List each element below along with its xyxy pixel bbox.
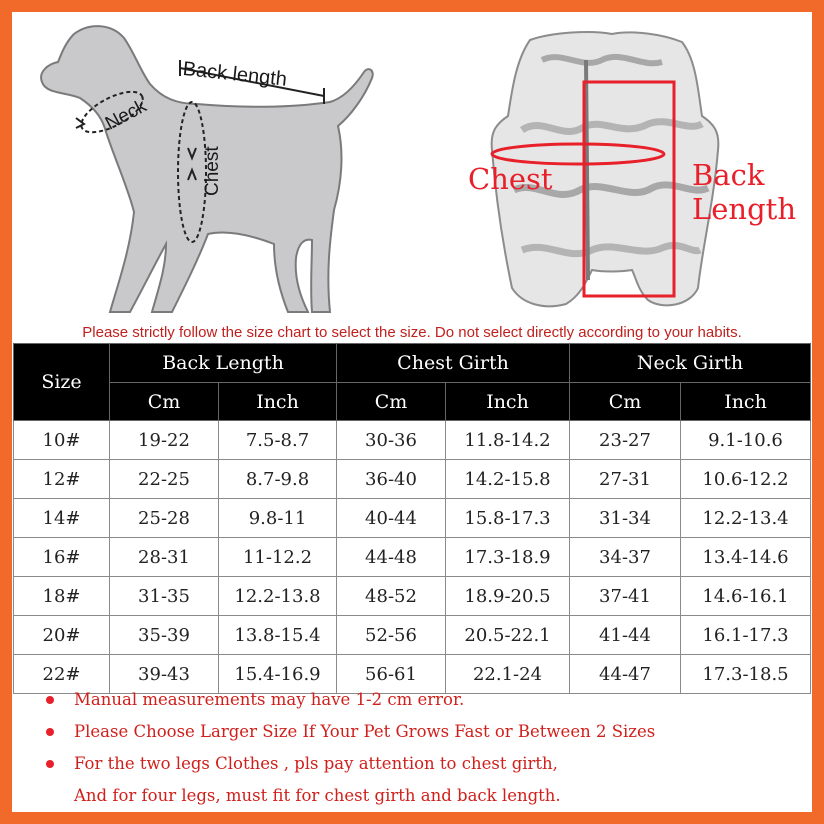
neck-cm-cell: 44-47: [570, 655, 681, 694]
back-inch-cell: 7.5-8.7: [219, 421, 337, 460]
chest-inch-cell: 15.8-17.3: [446, 499, 570, 538]
size-cell: 18#: [14, 577, 110, 616]
unit-header: Cm: [337, 383, 446, 421]
neck-cm-cell: 37-41: [570, 577, 681, 616]
table-unit-row: [14, 383, 811, 421]
chest-inch-cell: 22.1-24: [446, 655, 570, 694]
chest-inch-cell: 20.5-22.1: [446, 616, 570, 655]
bullet-dot-icon: [46, 760, 54, 768]
table-row: [14, 538, 811, 577]
table-row: [14, 460, 811, 499]
table-row: [14, 577, 811, 616]
table-row: [14, 616, 811, 655]
chest-girth-header: Chest Girth: [337, 344, 570, 383]
size-chart-table: [13, 343, 811, 694]
neck-inch-cell: 9.1-10.6: [681, 421, 811, 460]
neck-inch-cell: 12.2-13.4: [681, 499, 811, 538]
neck-cm-cell: 41-44: [570, 616, 681, 655]
back-inch-cell: 13.8-15.4: [219, 616, 337, 655]
chest-inch-cell: 11.8-14.2: [446, 421, 570, 460]
neck-cm-cell: 31-34: [570, 499, 681, 538]
chest-cm-cell: 36-40: [337, 460, 446, 499]
note-item: [42, 780, 802, 812]
neck-cm-cell: 23-27: [570, 421, 681, 460]
jacket-back-label-line2: Length: [692, 192, 796, 226]
jacket-measurement-diagram: [452, 20, 802, 320]
back-cm-cell: 28-31: [110, 538, 219, 577]
notes-list: [42, 684, 802, 812]
unit-header: Inch: [681, 383, 811, 421]
chest-inch-cell: 18.9-20.5: [446, 577, 570, 616]
zipper: [586, 60, 588, 280]
back-inch-cell: 8.7-9.8: [219, 460, 337, 499]
jacket-back-label-line1: Back: [692, 158, 765, 192]
back-cm-cell: 35-39: [110, 616, 219, 655]
table-row: [14, 421, 811, 460]
unit-header: Cm: [110, 383, 219, 421]
neck-cm-cell: 34-37: [570, 538, 681, 577]
chest-cm-cell: 48-52: [337, 577, 446, 616]
back-cm-cell: 25-28: [110, 499, 219, 538]
chest-inch-cell: 14.2-15.8: [446, 460, 570, 499]
neck-inch-cell: 17.3-18.5: [681, 655, 811, 694]
unit-header: Inch: [446, 383, 570, 421]
chest-cm-cell: 56-61: [337, 655, 446, 694]
jacket-chest-label: Chest: [468, 162, 553, 196]
size-cell: 12#: [14, 460, 110, 499]
size-cell: 10#: [14, 421, 110, 460]
back-cm-cell: 39-43: [110, 655, 219, 694]
size-cell: 16#: [14, 538, 110, 577]
size-column-header: Size: [14, 344, 110, 421]
neck-inch-cell: 13.4-14.6: [681, 538, 811, 577]
note-text: And for four legs, must fit for chest girth and back length.: [74, 786, 561, 805]
back-cm-cell: 31-35: [110, 577, 219, 616]
neck-inch-cell: 14.6-16.1: [681, 577, 811, 616]
jacket-back-length-label: [692, 158, 796, 226]
size-cell: 14#: [14, 499, 110, 538]
back-cm-cell: 22-25: [110, 460, 219, 499]
neck-inch-cell: 16.1-17.3: [681, 616, 811, 655]
chest-label: Chest: [202, 146, 223, 196]
chest-cm-cell: 40-44: [337, 499, 446, 538]
unit-header: Inch: [219, 383, 337, 421]
size-cell: 22#: [14, 655, 110, 694]
chest-inch-cell: 17.3-18.9: [446, 538, 570, 577]
back-inch-cell: 11-12.2: [219, 538, 337, 577]
back-inch-cell: 15.4-16.9: [219, 655, 337, 694]
neck-label: Neck: [102, 95, 151, 135]
bullet-dot-icon: [46, 696, 54, 704]
back-inch-cell: 12.2-13.8: [219, 577, 337, 616]
note-text: Please Choose Larger Size If Your Pet Grows Fast or Between 2 Sizes: [74, 722, 656, 741]
size-chart-body: [14, 421, 811, 694]
dog-measurement-diagram: [12, 12, 412, 322]
note-text: Manual measurements may have 1-2 cm error.: [74, 690, 465, 709]
chest-cm-cell: 30-36: [337, 421, 446, 460]
neck-cm-cell: 27-31: [570, 460, 681, 499]
bullet-dot-icon: [46, 728, 54, 736]
note-item: [42, 684, 802, 716]
note-text: For the two legs Clothes , pls pay attention to chest girth,: [74, 754, 558, 773]
unit-header: Cm: [570, 383, 681, 421]
size-chart-card: [12, 12, 812, 812]
back-cm-cell: 19-22: [110, 421, 219, 460]
back-inch-cell: 9.8-11: [219, 499, 337, 538]
neck-inch-cell: 10.6-12.2: [681, 460, 811, 499]
table-row: [14, 499, 811, 538]
chest-cm-cell: 44-48: [337, 538, 446, 577]
neck-girth-header: Neck Girth: [570, 344, 811, 383]
size-cell: 20#: [14, 616, 110, 655]
chest-cm-cell: 52-56: [337, 616, 446, 655]
back-length-header: Back Length: [110, 344, 337, 383]
note-item: [42, 716, 802, 748]
back-length-label: Back length: [181, 58, 288, 91]
note-item: [42, 748, 802, 780]
size-notice: Please strictly follow the size chart to select the size. Do not select directly according to your habits.: [82, 324, 742, 341]
table-header-row: [14, 344, 811, 383]
